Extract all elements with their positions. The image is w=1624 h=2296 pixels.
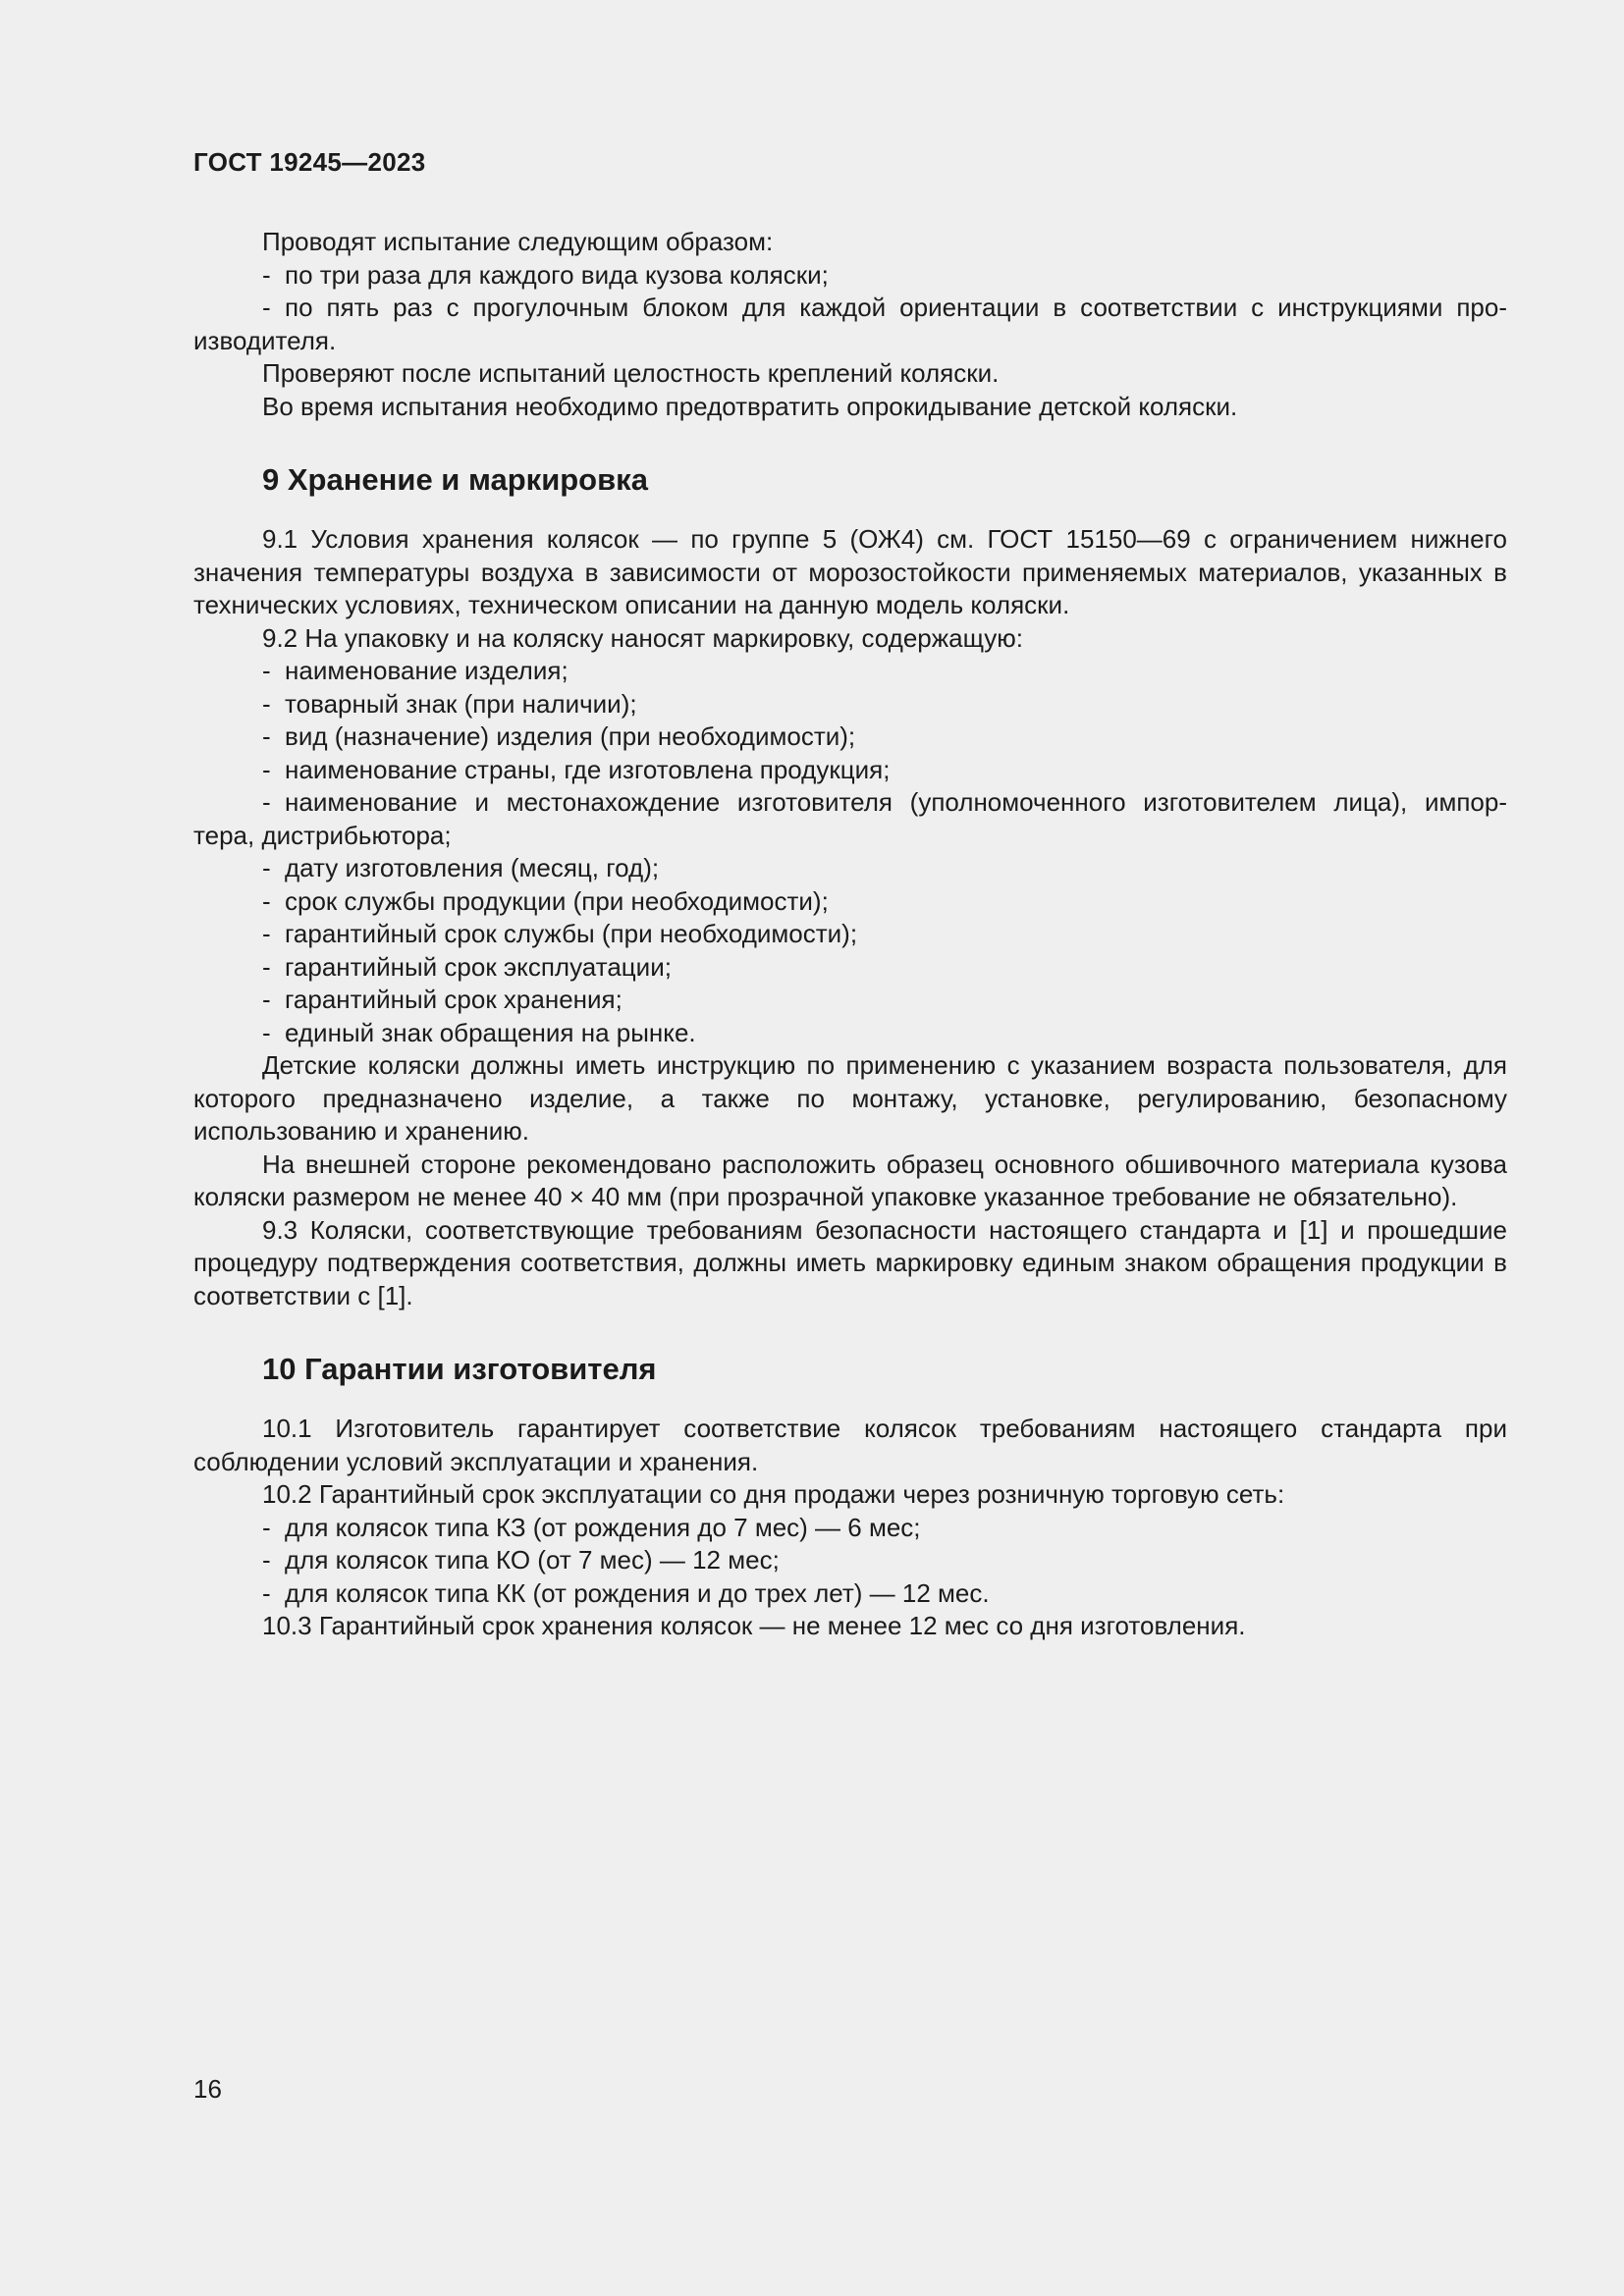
paragraph-10-1: 10.1 Изготовитель гарантирует соответствие колясок требованиям настоящего стандарта при соблюдении условий эксплуатации и хранения. [193, 1414, 1507, 1476]
paragraph-instruction: Детские коляски должны иметь инструкцию по применению с указанием возраста пользователя, для которого предназначено изделие, а также по монтажу, установке, регулированию, безопасному использованию и хранению. [193, 1050, 1507, 1146]
list-item-continuation: тера, дистрибьютора; [193, 820, 452, 850]
section-heading-9: 9 Хранение и маркировка [262, 462, 648, 497]
page-number: 16 [193, 2074, 222, 2104]
list-item: - для колясок типа КО (от 7 мес) — 12 мес; [262, 1545, 780, 1575]
paragraph-10-3: 10.3 Гарантийный срок хранения колясок — не менее 12 мес со дня изготовления. [262, 1611, 1246, 1640]
paragraph-9-1: 9.1 Условия хранения колясок — по группе 5 (ОЖ4) см. ГОСТ 15150—69 с ограничением нижнего значения температуры воздуха в зависимости от морозостойкости применяемых материалов, указанных в технических условиях, техническом описании на данную модель коляски. [193, 524, 1507, 619]
page-content [193, 226, 1507, 1643]
list-item: - наименование изделия; [262, 656, 568, 685]
paragraph-9-2: 9.2 На упаковку и на коляску наносят маркировку, содержащую: [262, 622, 1023, 653]
section-heading-10: 10 Гарантии изготовителя [262, 1352, 657, 1386]
list-item: - товарный знак (при наличии); [262, 688, 637, 719]
list-item: - срок службы продукции (при необходимости); [262, 885, 829, 916]
list-item: - гарантийный срок хранения; [262, 985, 623, 1014]
paragraph-9-3: 9.3 Коляски, соответствующие требованиям безопасности настоящего стандарта и [1] и прошедшие процедуру подтверждения соответствия, должны иметь маркировку единым знаком обращения продукции в соответствии с [1]. [193, 1214, 1507, 1310]
paragraph-sample: На внешней стороне рекомендовано расположить образец основного обшивочного материала кузова коляски размером не менее 40 × 40 мм (при прозрачной упаковке указанное требование не обязательно). [193, 1148, 1507, 1211]
list-item: - дату изготовления (месяц, год); [262, 853, 660, 882]
paragraph: Во время испытания необходимо предотвратить опрокидывание детской коляски. [262, 391, 1238, 421]
list-item: - наименование и местонахождение изготовителя (уполномоченного изготовителем лица), импор- [262, 787, 1507, 817]
list-item: - гарантийный срок эксплуатации; [262, 951, 672, 982]
list-item: - для колясок типа КЗ (от рождения до 7 мес) — 6 мес; [262, 1512, 921, 1542]
paragraph: Проверяют после испытаний целостность креплений коляски. [262, 358, 1000, 388]
intro-paragraph: Проводят испытание следующим образом: [262, 227, 774, 256]
list-item-continuation: изводителя. [193, 325, 337, 355]
list-item: - наименование страны, где изготовлена продукция; [262, 754, 891, 784]
list-item: - по пять раз с прогулочным блоком для каждой ориентации в соответствии с инструкциями про- [262, 293, 1507, 322]
list-item: - по три раза для каждого вида кузова коляски; [262, 259, 829, 290]
list-item: - гарантийный срок службы (при необходимости); [262, 919, 858, 948]
list-item: - для колясок типа КК (от рождения и до трех лет) — 12 мес. [262, 1577, 990, 1608]
list-item: - единый знак обращения на рынке. [262, 1017, 696, 1047]
list-item: - вид (назначение) изделия (при необходимости); [262, 721, 856, 751]
document-header: ГОСТ 19245—2023 [193, 147, 426, 177]
paragraph-10-2: 10.2 Гарантийный срок эксплуатации со дня продажи через розничную торговую сеть: [262, 1479, 1285, 1509]
